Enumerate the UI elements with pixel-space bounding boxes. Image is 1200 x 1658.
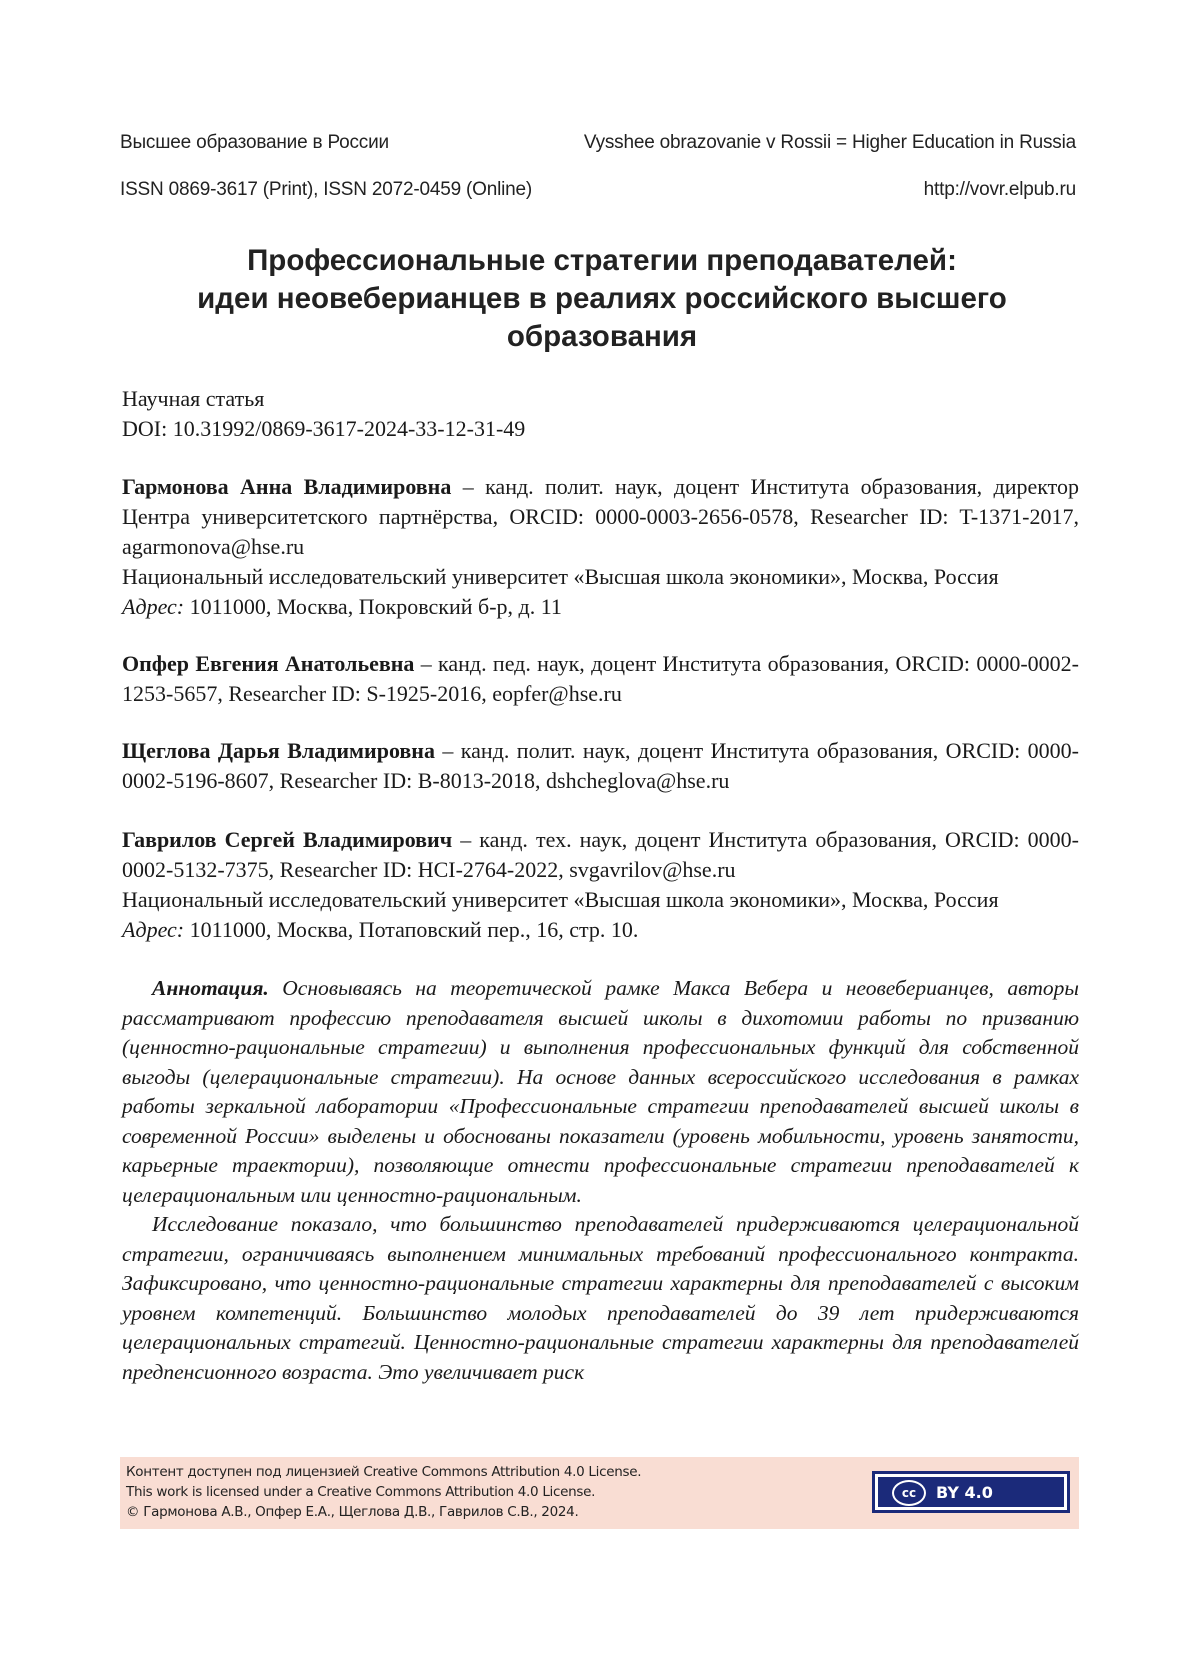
title-line: идеи неовеберианцев в реалиях российского высшего: [197, 282, 1007, 315]
cc-badge-text: BY 4.0: [936, 1483, 993, 1502]
abstract-paragraph: Исследование показало, что большинство преподавателей придерживаются целерациональной стратегии, ограничиваясь выполнением минимальных требований профессионального контракта. Зафиксировано, что ценностно-рациональные стратегии характерны для преподавателей с высоким уровнем компетенций. Большинство молодых преподавателей до 39 лет придерживаются целерациональных стратегий. Ценностно-рациональные стратегии характерны для преподавателей предпенсионного возраста. Это увеличивает риск: [122, 1212, 1079, 1384]
author-block: [122, 649, 1079, 709]
author-details: – канд. тех. наук, доцент Института образования, ORCID: 0000-0002-5132-7375, Researcher ID: HCI-2764-2022, svgavrilov@hse.ru: [122, 827, 1080, 882]
article-meta: [122, 384, 525, 444]
author-affiliation: Национальный исследовательский университет «Высшая школа экономики», Москва, Россия: [122, 887, 999, 912]
abstract: [122, 974, 1079, 1387]
article-title: [140, 242, 1064, 356]
title-line: образования: [506, 320, 698, 353]
author-block: [122, 472, 1079, 622]
cc-icon: cc: [892, 1480, 926, 1506]
author-info: [122, 649, 1079, 709]
address-text: 1011000, Москва, Покровский б-р, д. 11: [184, 594, 562, 619]
abstract-label: Аннотация.: [152, 976, 269, 1000]
article-type: Научная статья: [122, 386, 265, 411]
author-name: Щеглова Дарья Владимировна: [122, 738, 435, 763]
author-details: – канд. полит. наук, доцент Института образования, ORCID: 0000-0002-5196-8607, Researcher ID: B-8013-2018, dshcheglova@hse.ru: [122, 738, 1079, 793]
author-block: [122, 736, 1079, 796]
author-info: [122, 736, 1079, 796]
author-address: [122, 592, 1079, 622]
author-block: [122, 825, 1079, 945]
title-line: Профессиональные стратегии преподавателей:: [247, 244, 957, 277]
license-box: [120, 1457, 1079, 1529]
address-label: Адрес:: [122, 594, 185, 619]
abstract-paragraph: [122, 974, 1079, 1210]
copyright-line: © Гармонова А.В., Опфер Е.А., Щеглова Д.В., Гаврилов С.В., 2024.: [126, 1504, 579, 1520]
license-line-ru: Контент доступен под лицензией Creative Commons Attribution 4.0 License.: [126, 1464, 642, 1480]
journal-name-en: Vysshee obrazovanie v Rossii = Higher Education in Russia: [583, 132, 1076, 153]
address-text: 1011000, Москва, Потаповский пер., 16, стр. 10.: [184, 917, 639, 942]
license-line-en: This work is licensed under a Creative Commons Attribution 4.0 License.: [126, 1484, 596, 1500]
author-details: – канд. пед. наук, доцент Института образования, ORCID: 0000-0002-1253-5657, Researcher ID: S-1925-2016, eopfer@hse.ru: [122, 651, 1079, 706]
author-details: – канд. полит. наук, доцент Института образования, директор Центра университетского партнёрства, ORCID: 0000-0003-2656-0578, Researcher ID: T-1371-2017, agarmonova@hse.ru: [122, 474, 1079, 559]
author-info: [122, 825, 1079, 885]
author-name: Гаврилов Сергей Владимирович: [122, 827, 453, 852]
author-info: [122, 472, 1079, 562]
doi[interactable]: DOI: 10.31992/0869-3617-2024-33-12-31-49: [122, 416, 526, 441]
cc-badge-background: [878, 1477, 1064, 1507]
journal-name-ru: Высшее образование в России: [120, 132, 389, 153]
address-label: Адрес:: [122, 917, 185, 942]
author-address: [122, 915, 1079, 945]
author-affiliation: Национальный исследовательский университет «Высшая школа экономики», Москва, Россия: [122, 564, 999, 589]
author-name: Опфер Евгения Анатольевна: [122, 651, 415, 676]
license-text: [126, 1462, 641, 1522]
abstract-text: Основываясь на теоретической рамке Макса Вебера и неовеберианцев, авторы рассматривают профессию преподавателя высшей школы в дихотомии работы по призванию (ценностно-рациональные стратегии) и выполнения профессиональных функций для собственной выгоды (целерациональные стратегии). На основе данных всероссийского исследования в рамках работы зеркальной лаборатории «Профессиональные стратегии преподавателей высшей школы в современной России» выделены и обоснованы показатели (уровень мобильности, уровень занятости, карьерные траектории), позволяющие отнести профессиональные стратегии преподавателей к целерациональным или ценностно-рациональным.: [122, 976, 1079, 1207]
journal-url[interactable]: http://vovr.elpub.ru: [923, 179, 1076, 200]
issn: ISSN 0869-3617 (Print), ISSN 2072-0459 (Online): [120, 179, 532, 200]
author-name: Гармонова Анна Владимировна: [122, 474, 452, 499]
cc-by-badge[interactable]: [872, 1471, 1070, 1513]
